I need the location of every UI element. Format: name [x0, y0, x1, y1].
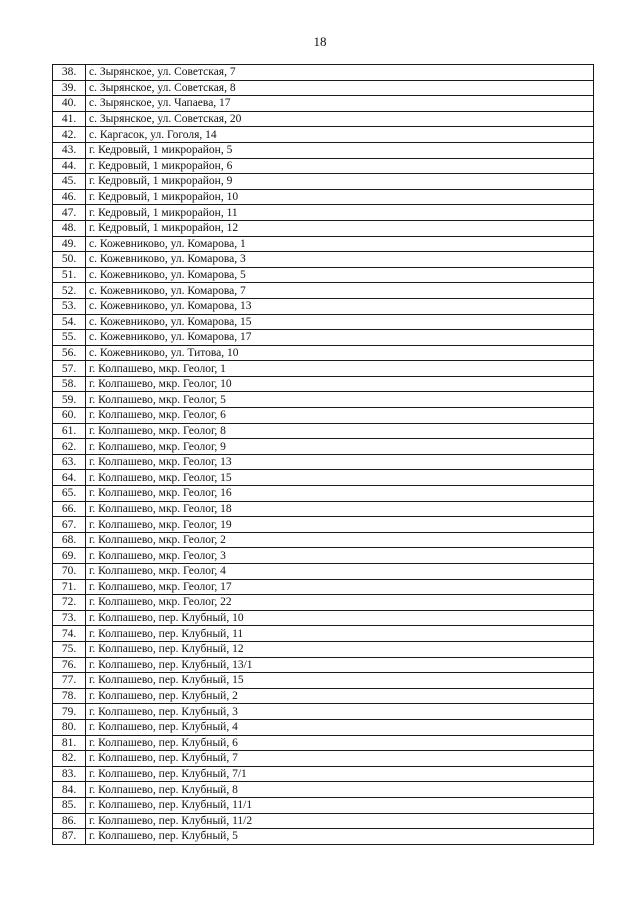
row-number-cell: 44. [53, 158, 86, 174]
address-cell: г. Кедровый, 1 микрорайон, 10 [86, 189, 594, 205]
table-row [53, 142, 594, 158]
table-row [53, 236, 594, 252]
table-row [53, 486, 594, 502]
table-row [53, 345, 594, 361]
address-cell: г. Кедровый, 1 микрорайон, 5 [86, 142, 594, 158]
address-cell: г. Колпашево, пер. Клубный, 12 [86, 641, 594, 657]
row-number-cell: 85. [53, 797, 86, 813]
address-cell: с. Зырянское, ул. Чапаева, 17 [86, 96, 594, 112]
table-row [53, 127, 594, 143]
row-number-cell: 67. [53, 517, 86, 533]
table-row [53, 719, 594, 735]
row-number-cell: 79. [53, 704, 86, 720]
row-number-cell: 61. [53, 423, 86, 439]
table-row [53, 298, 594, 314]
table-row [53, 751, 594, 767]
row-number-cell: 38. [53, 65, 86, 81]
address-cell: с. Зырянское, ул. Советская, 7 [86, 65, 594, 81]
address-cell: с. Кожевниково, ул. Комарова, 7 [86, 283, 594, 299]
address-cell: г. Колпашево, мкр. Геолог, 6 [86, 408, 594, 424]
table-row [53, 314, 594, 330]
row-number-cell: 77. [53, 673, 86, 689]
address-cell: г. Колпашево, мкр. Геолог, 15 [86, 470, 594, 486]
address-cell: с. Кожевниково, ул. Комарова, 13 [86, 298, 594, 314]
address-cell: г. Колпашево, мкр. Геолог, 5 [86, 392, 594, 408]
address-cell: г. Колпашево, пер. Клубный, 4 [86, 719, 594, 735]
table-row [53, 579, 594, 595]
table-row [53, 735, 594, 751]
row-number-cell: 80. [53, 719, 86, 735]
address-cell: г. Колпашево, пер. Клубный, 8 [86, 782, 594, 798]
row-number-cell: 55. [53, 330, 86, 346]
table-row [53, 470, 594, 486]
row-number-cell: 43. [53, 142, 86, 158]
row-number-cell: 78. [53, 688, 86, 704]
row-number-cell: 76. [53, 657, 86, 673]
address-cell: с. Кожевниково, ул. Комарова, 1 [86, 236, 594, 252]
row-number-cell: 87. [53, 829, 86, 845]
table-row [53, 189, 594, 205]
page-number: 18 [313, 34, 327, 49]
address-cell: г. Колпашево, мкр. Геолог, 10 [86, 376, 594, 392]
table-row [53, 454, 594, 470]
table-row [53, 392, 594, 408]
address-cell: г. Колпашево, пер. Клубный, 7 [86, 751, 594, 767]
row-number-cell: 83. [53, 766, 86, 782]
table-row [53, 423, 594, 439]
address-cell: г. Кедровый, 1 микрорайон, 12 [86, 220, 594, 236]
table-row [53, 501, 594, 517]
address-cell: г. Колпашево, мкр. Геолог, 17 [86, 579, 594, 595]
row-number-cell: 42. [53, 127, 86, 143]
address-cell: с. Каргасок, ул. Гоголя, 14 [86, 127, 594, 143]
address-cell: г. Колпашево, пер. Клубный, 10 [86, 610, 594, 626]
address-cell: г. Колпашево, мкр. Геолог, 22 [86, 595, 594, 611]
address-cell: г. Колпашево, мкр. Геолог, 18 [86, 501, 594, 517]
row-number-cell: 74. [53, 626, 86, 642]
table-row [53, 65, 594, 81]
table-row [53, 220, 594, 236]
address-cell: г. Колпашево, пер. Клубный, 11/2 [86, 813, 594, 829]
table-row [53, 610, 594, 626]
row-number-cell: 86. [53, 813, 86, 829]
row-number-cell: 41. [53, 111, 86, 127]
table-row [53, 813, 594, 829]
row-number-cell: 84. [53, 782, 86, 798]
table-row [53, 252, 594, 268]
table-row [53, 829, 594, 845]
row-number-cell: 45. [53, 174, 86, 190]
address-cell: г. Кедровый, 1 микрорайон, 9 [86, 174, 594, 190]
table-row [53, 111, 594, 127]
address-cell: с. Кожевниково, ул. Комарова, 3 [86, 252, 594, 268]
address-cell: г. Колпашево, мкр. Геолог, 1 [86, 361, 594, 377]
table-row [53, 657, 594, 673]
table-row [53, 283, 594, 299]
row-number-cell: 82. [53, 751, 86, 767]
row-number-cell: 54. [53, 314, 86, 330]
row-number-cell: 69. [53, 548, 86, 564]
table-row [53, 766, 594, 782]
row-number-cell: 70. [53, 564, 86, 580]
address-cell: с. Кожевниково, ул. Титова, 10 [86, 345, 594, 361]
address-cell: г. Колпашево, пер. Клубный, 2 [86, 688, 594, 704]
row-number-cell: 66. [53, 501, 86, 517]
row-number-cell: 72. [53, 595, 86, 611]
table-row [53, 641, 594, 657]
address-cell: г. Колпашево, мкр. Геолог, 8 [86, 423, 594, 439]
address-cell: г. Колпашево, пер. Клубный, 13/1 [86, 657, 594, 673]
address-cell: с. Кожевниково, ул. Комарова, 15 [86, 314, 594, 330]
row-number-cell: 40. [53, 96, 86, 112]
row-number-cell: 51. [53, 267, 86, 283]
table-row [53, 267, 594, 283]
row-number-cell: 46. [53, 189, 86, 205]
address-cell: г. Колпашево, мкр. Геолог, 3 [86, 548, 594, 564]
table-row [53, 782, 594, 798]
address-cell: г. Колпашево, пер. Клубный, 15 [86, 673, 594, 689]
address-table [52, 64, 594, 845]
address-cell: г. Колпашево, мкр. Геолог, 4 [86, 564, 594, 580]
address-cell: г. Колпашево, мкр. Геолог, 19 [86, 517, 594, 533]
table-row [53, 797, 594, 813]
row-number-cell: 50. [53, 252, 86, 268]
row-number-cell: 65. [53, 486, 86, 502]
row-number-cell: 48. [53, 220, 86, 236]
address-cell: г. Колпашево, пер. Клубный, 7/1 [86, 766, 594, 782]
address-cell: с. Зырянское, ул. Советская, 8 [86, 80, 594, 96]
row-number-cell: 58. [53, 376, 86, 392]
row-number-cell: 62. [53, 439, 86, 455]
address-cell: г. Колпашево, пер. Клубный, 3 [86, 704, 594, 720]
row-number-cell: 49. [53, 236, 86, 252]
table-row [53, 673, 594, 689]
row-number-cell: 53. [53, 298, 86, 314]
address-cell: г. Кедровый, 1 микрорайон, 6 [86, 158, 594, 174]
row-number-cell: 75. [53, 641, 86, 657]
row-number-cell: 52. [53, 283, 86, 299]
address-cell: с. Зырянское, ул. Советская, 20 [86, 111, 594, 127]
address-cell: г. Колпашево, пер. Клубный, 6 [86, 735, 594, 751]
table-row [53, 704, 594, 720]
address-cell: г. Колпашево, мкр. Геолог, 16 [86, 486, 594, 502]
address-cell: г. Колпашево, мкр. Геолог, 13 [86, 454, 594, 470]
table-row [53, 376, 594, 392]
row-number-cell: 81. [53, 735, 86, 751]
row-number-cell: 47. [53, 205, 86, 221]
table-row [53, 205, 594, 221]
table-row [53, 517, 594, 533]
address-cell: г. Колпашево, мкр. Геолог, 2 [86, 532, 594, 548]
row-number-cell: 59. [53, 392, 86, 408]
row-number-cell: 57. [53, 361, 86, 377]
address-cell: г. Колпашево, пер. Клубный, 11/1 [86, 797, 594, 813]
table-row [53, 80, 594, 96]
row-number-cell: 64. [53, 470, 86, 486]
table-row [53, 688, 594, 704]
row-number-cell: 60. [53, 408, 86, 424]
table-row [53, 330, 594, 346]
address-cell: г. Колпашево, мкр. Геолог, 9 [86, 439, 594, 455]
table-row [53, 158, 594, 174]
address-cell: г. Колпашево, пер. Клубный, 11 [86, 626, 594, 642]
row-number-cell: 68. [53, 532, 86, 548]
row-number-cell: 63. [53, 454, 86, 470]
table-row [53, 174, 594, 190]
row-number-cell: 71. [53, 579, 86, 595]
address-table-body [53, 65, 594, 845]
table-row [53, 564, 594, 580]
address-cell: с. Кожевниково, ул. Комарова, 5 [86, 267, 594, 283]
table-row [53, 595, 594, 611]
address-cell: г. Колпашево, пер. Клубный, 5 [86, 829, 594, 845]
table-row [53, 532, 594, 548]
table-row [53, 96, 594, 112]
table-row [53, 439, 594, 455]
table-row [53, 548, 594, 564]
table-row [53, 626, 594, 642]
row-number-cell: 56. [53, 345, 86, 361]
row-number-cell: 39. [53, 80, 86, 96]
address-cell: г. Кедровый, 1 микрорайон, 11 [86, 205, 594, 221]
row-number-cell: 73. [53, 610, 86, 626]
address-cell: с. Кожевниково, ул. Комарова, 17 [86, 330, 594, 346]
table-row [53, 408, 594, 424]
table-row [53, 361, 594, 377]
